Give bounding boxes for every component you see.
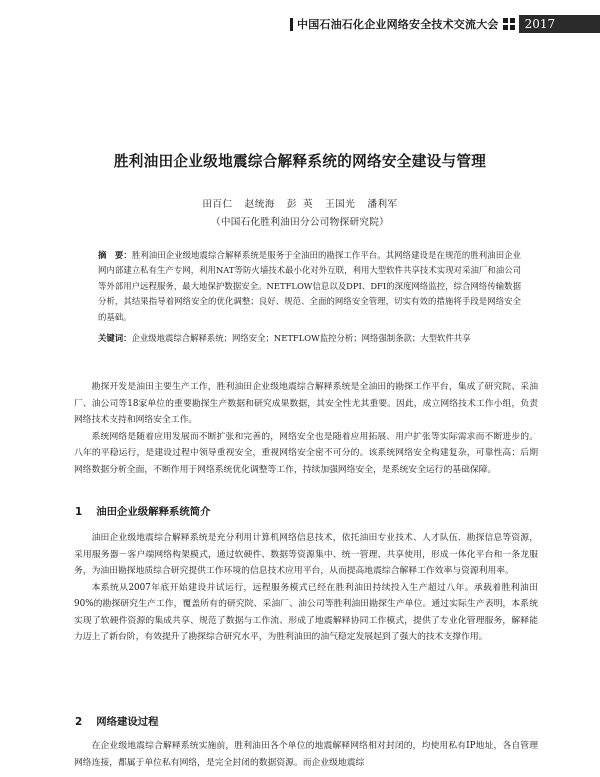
section-heading-2 — [75, 713, 159, 728]
author-list — [0, 196, 600, 210]
section-number: 2 — [75, 716, 83, 728]
body-paragraph: 在企业级地震综合解释系统实施前，胜利油田各个单位的地震解释网络相对封闭的，均使用私有IP地址，各自管理网络连接，都属于单位私有网络，是完全封闭的数据资源。而企业级地震综 — [74, 741, 538, 768]
author-name: 潘利军 — [367, 199, 398, 210]
keywords-text: 企业级地震综合解释系统；网络安全；NETFLOW监控分析；网络强制条款；大型软件共享 — [131, 333, 471, 343]
abstract-text: 胜利油田企业级地震综合解释系统是服务于全油田的勘探工作平台。其网络建设是在规范的胜利油田企业网内部建立私有生产专网，利用NAT等防火墙技术最小化对外互联，利用大型软件共享技术实现对采油厂和油公司等外部用户远程服务，最大地保护数据安全。NETFLOW信息以及DPI、DFI的深度网络监控，综合网络传输数据分析，其结果指导着网络安全的优化调整；良好、规范、全面的网络安全管理，切实有效的措施将手段是网络安全的基础。 — [98, 250, 522, 322]
section-2-body — [74, 738, 538, 771]
keywords — [98, 331, 521, 346]
body-paragraph: 本系统从2007年底开始建设并试运行，远程服务模式已经在胜利油田持续投入生产超过八年。承载着胜利油田90%的勘探研究生产工作，覆盖所有的研究院、采油厂、油公司等胜利油田勘探生产单位。通过实际生产表明，本系统实现了软硬件资源的集成共享、规范了数据与工作流、形成了地震解释协同工作模式，提供了专业化管理服务，解释能力迈上了新台阶，有效提升了勘探综合研究水平，为胜利油田的油气稳定发展起到了强大的技术支撑作用。 — [74, 582, 538, 642]
introduction — [74, 379, 538, 478]
running-header — [290, 14, 600, 34]
author-name: 英 — [303, 199, 314, 210]
author-name: 彭 — [286, 199, 297, 210]
section-title: 网络建设过程 — [96, 716, 159, 728]
section-heading-1 — [75, 503, 211, 518]
conference-title: 中国石油石化企业网络安全技术交流大会 — [297, 18, 499, 31]
author-name: 赵统海 — [244, 199, 275, 210]
author-name: 王国光 — [325, 199, 356, 210]
section-number: 1 — [75, 506, 83, 518]
affiliation: （中国石化胜利油田分公司物探研究院） — [210, 217, 390, 228]
author-name: 田百仁 — [202, 199, 233, 210]
abstract-label: 摘 要： — [98, 250, 132, 260]
body-paragraph: 勘探开发是油田主要生产工作，胜利油田企业级地震综合解释系统是全油田的勘探工作平台，集成了研究院、采油厂、油公司等18家单位的重要勘探生产数据和研究成果数据，其安全性尤其重要。因此，成立网络技术工作小组，负责网络技术支持和网络安全工作。 — [74, 382, 538, 425]
paper-title: 胜利油田企业级地震综合解释系统的网络安全建设与管理 — [113, 153, 487, 170]
header-bar-icon — [290, 18, 293, 31]
abstract — [98, 248, 521, 325]
keywords-label: 关键词： — [98, 333, 132, 343]
conference-year: 2017 — [519, 15, 600, 33]
section-1-body — [74, 530, 538, 646]
body-paragraph: 油田企业级地震综合解释系统是充分利用计算机网络信息技术，依托油田专业技术、人才队伍、勘探信息等资源，采用服务器－客户端网络构架模式，通过软硬件、数据等资源集中、统一管理、共享使用，形成一体化平台和一条龙服务，为油田勘探地质综合研究提供工作环境的信息技术应用平台，从而提高地震综合解释工作效率与资源利用率。 — [74, 533, 538, 576]
squares-icon — [503, 18, 515, 30]
section-title: 油田企业级解释系统简介 — [96, 506, 211, 518]
body-paragraph: 系统网络是随着应用发展而不断扩张和完善的，网络安全也是随着应用拓展、用户扩张等实际需求而不断进步的。八年的平稳运行，是建设过程中领导重视安全，重视网络安全密不可分的。该系统网络安全构建复杂，可靠性高；后期网络数据分析全面，不断作用于网络系统优化调整等工作，持续加强网络安全，是系统安全运行的基础保障。 — [74, 431, 538, 475]
